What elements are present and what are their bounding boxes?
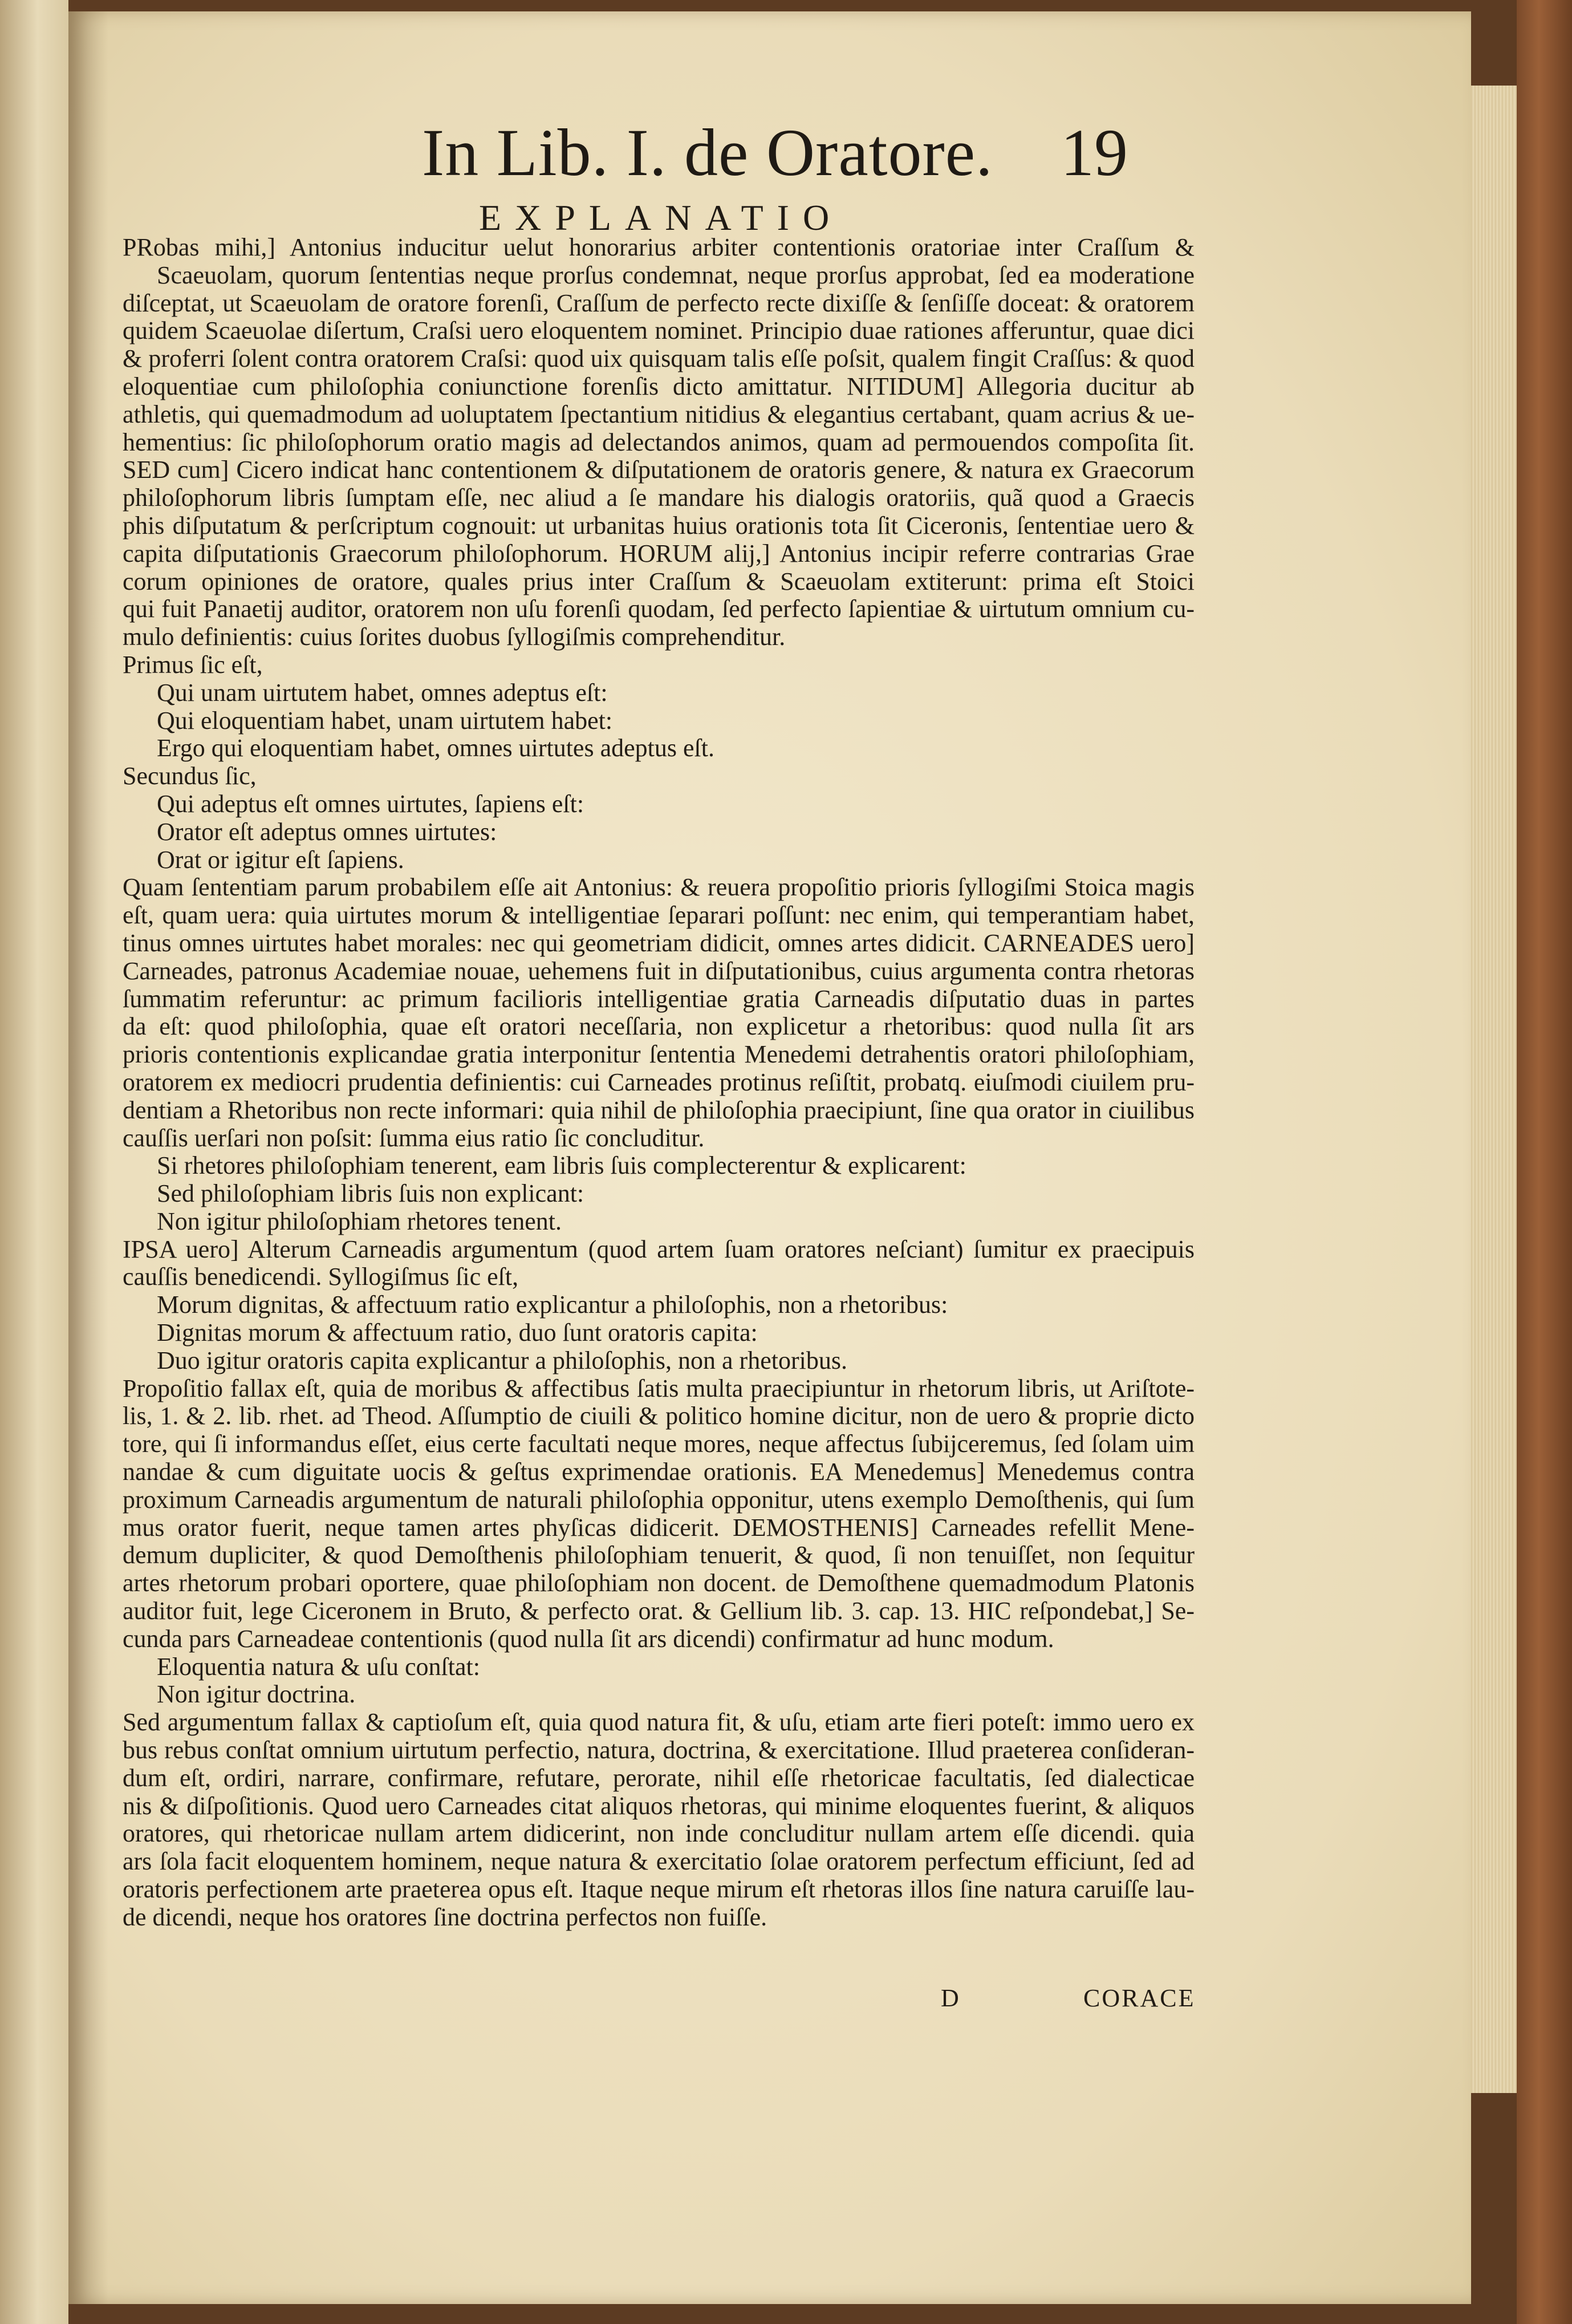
text-line: oratoris perfectionem arte praeterea opus eſt. Itaque neque mirum eſt rhetoras illos ſine natura caruiſſe lau- [123,1876,1195,1904]
previous-page-edge [0,0,68,2324]
text-line: Eloquentia natura & uſu conſtat: [157,1653,480,1681]
running-head: In Lib. I. de Oratore. [422,115,993,190]
text-line: Carneades, patronus Academiae nouae, uehemens fuit in diſputationibus, cuius argumenta contra rhetoras [123,957,1195,985]
text-line: qui fuit Panaetij auditor, oratorem non uſu forenſi quodam, ſed perfecto ſapientiae & uirtutum omnium cu- [123,595,1195,623]
text-line: phis diſputatum & perſcriptum cognouit: ut urbanitas huius orationis tota ſit Ciceronis, ſententiae uero & [123,512,1195,540]
text-line: mus orator fuerit, neque tamen artes phyſicas didicerit. DEMOSTHENIS] Carneades refellit Mene- [123,1514,1195,1542]
text-line: prioris contentionis explicandae gratia interponitur ſententia Menedemi detrahentis oratori philoſophiam, [123,1041,1195,1069]
text-line: IPSA uero] Alterum Carneadis argumentum (quod artem ſuam oratores neſciant) ſumitur ex praecipuis [123,1235,1195,1263]
text-line: demum dupliciter, & quod Demoſthenis philoſophiam tenuerit, & quod, ſi non tenuiſſet, non ſequitur [123,1542,1195,1569]
text-line: Qui eloquentiam habet, unam uirtutem habet: [157,707,613,735]
text-line: eloquentiae cum philoſophia coniunctione forenſis dicto amittatur. NITIDUM] Allegoria ducitur ab [123,372,1195,400]
text-line: corum opiniones de oratore, quales prius inter Craſſum & Scaeuolam extiterunt: prima eſt Stoici [123,567,1195,595]
text-line: auditor fuit, lege Ciceronem in Bruto, & perfecto orat. & Gellium lib. 3. cap. 13. HIC reſpondebat,] Se- [123,1597,1195,1625]
text-line: bus rebus conſtat omnium uirtutum perfectio, natura, doctrina, & exercitatione. Illud praeterea conſideran- [123,1737,1195,1765]
text-line: Non igitur doctrina. [157,1681,356,1709]
text-line: diſceptat, ut Scaeuolam de oratore forenſi, Craſſum de perfecto recte dixiſſe & ſenſiſſe doceat: & oratorem [123,289,1195,317]
text-line: Dignitas morum & affectuum ratio, duo ſunt oratoris capita: [157,1319,758,1347]
text-line: oratores, qui rhetoricae nullam artem didicerint, non inde concluditur nullam artem eſſe dicendi. quia [123,1820,1195,1848]
text-line: Duo igitur oratoris capita explicantur a philoſophis, non a rhetoribus. [157,1346,847,1374]
text-line: philoſophorum libris ſumptam eſſe, nec aliud a ſe mandare his dialogis oratoriis, quã quod a Graecis [123,484,1195,512]
page-number: 19 [1061,115,1128,190]
text-line: da eſt: quod philoſophia, quae eſt oratori neceſſaria, non explicetur a rhetoribus: quod nulla ſit ars [123,1013,1195,1041]
catchword: CORACE [1083,1984,1196,2012]
commentary-text [123,234,1195,1932]
text-line: Non igitur philoſophiam rhetores tenent. [157,1207,562,1235]
text-line: cauſſis uerſari non poſsit: ſumma eius ratio ſic concluditur. [123,1124,705,1152]
text-line: Orat or igitur eſt ſapiens. [157,846,404,874]
text-line: cunda pars Carneadeae contentionis (quod nulla ſit ars dicendi) confirmatur ad hunc modum. [123,1625,1054,1653]
text-line: Morum dignitas, & affectuum ratio explicantur a philoſophis, non a rhetoribus: [157,1291,948,1319]
text-line: ſummatim referuntur: ac primum facilioris intelligentiae gratia Carneadis diſputatio duas in partes [123,985,1195,1013]
text-line: eſt, quam uera: quia uirtutes morum & intelligentiae ſeparari poſſunt: nec enim, qui temperantiam habet, [123,902,1195,930]
text-line: ars ſola facit eloquentem hominem, neque natura & exercitatio ſolae oratorem perfectum efficiunt, ſed ad [123,1848,1195,1876]
text-line: Sed philoſophiam libris ſuis non explicant: [157,1180,584,1208]
text-line: de dicendi, neque hos oratores ſine doctrina perfectos non fuiſſe. [123,1903,767,1931]
text-line: quidem Scaeuolae diſertum, Craſsi uero eloquentem nominet. Principio duae rationes afferuntur, quae dici [123,317,1195,345]
text-line: Sed argumentum fallax & captioſum eſt, quia quod natura fit, & uſu, etiam arte fieri poteſt: immo uero ex [123,1709,1195,1737]
text-line: nis & diſpoſitionis. Quod uero Carneades citat aliquos rhetoras, qui minime eloquentes fuerint, & aliquos [123,1792,1195,1820]
text-line: Ergo qui eloquentiam habet, omnes uirtutes adeptus eſt. [157,735,714,763]
book-binding [1517,0,1572,2324]
signature-mark: D [941,1984,959,2012]
text-line: oratorem ex mediocri prudentia definientis: cui Carneades protinus reſiſtit, probatq. eiuſmodi ciuilem pru- [123,1068,1195,1096]
text-line: Primus ſic eſt, [123,651,263,679]
text-line: proximum Carneadis argumentum de naturali philoſophia opponitur, utens exemplo Demoſthenis, qui ſum [123,1486,1195,1514]
text-line: Propoſitio fallax eſt, quia de moribus & affectibus ſatis multa praecipiuntur in rhetorum libris, ut Ariſtote- [123,1374,1195,1402]
text-line: hementius: ſic philoſophorum oratio magis ad delectandos animos, quam ad permouendos compoſita ſit. [123,428,1195,456]
text-line: cauſſis benedicendi. Syllogiſmus ſic eſt, [123,1263,519,1291]
text-line: tinus omnes uirtutes habet morales: nec qui geometriam didicit, omnes artes didicit. CARNEADES uero] [123,929,1195,957]
text-line: Si rhetores philoſophiam tenerent, eam libris ſuis complecterentur & explicarent: [157,1152,966,1180]
text-line: mulo definientis: cuius ſorites duobus ſyllogiſmis comprehenditur. [123,623,786,651]
text-line: Qui adeptus eſt omnes uirtutes, ſapiens eſt: [157,790,584,818]
text-line: artes rhetorum probari oportere, quae philoſophiam non docent. de Demoſthene quemadmodum Platonis [123,1569,1195,1597]
text-line: Orator eſt adeptus omnes uirtutes: [157,818,497,846]
gutter-shadow [68,11,108,2304]
text-line: Qui unam uirtutem habet, omnes adeptus eſt: [157,679,608,707]
text-line: & proferri ſolent contra oratorem Craſsi: quod uix quisquam talis eſſe poſsit, qualem fingit Craſſus: & quod [123,345,1195,373]
text-line: athletis, qui quemadmodum ad uoluptatem ſpectantium nitidius & elegantius certabant, quam acrius & ue- [123,400,1195,428]
section-title: EXPLANATIO [479,197,843,238]
text-line: Secundus ſic, [123,763,257,790]
text-line: Scaeuolam, quorum ſententias neque prorſus condemnat, neque prorſus approbat, ſed ea moderatione [157,261,1195,289]
text-line: SED cum] Cicero indicat hanc contentionem & diſputationem de oratoris genere, & natura ex Graecorum [123,456,1195,484]
text-line: dentiam a Rhetoribus non recte informari: quia nihil de philoſophia praecipiunt, ſine qua orator in ciuilibus [123,1096,1195,1124]
text-line: tore, qui ſi informandus eſſet, eius certe facultati neque mores, neque affectus ſubijceremus, ſed ſolam uim [123,1430,1195,1458]
text-line: lis, 1. & 2. lib. rhet. ad Theod. Aſſumptio de ciuili & politico homine dicitur, non de uero & proprie dicto [123,1402,1195,1430]
text-line: nandae & cum diguitate uocis & geſtus exprimendae orationis. EA Menedemus] Menedemus contra [123,1458,1195,1486]
text-line: PRobas mihi,] Antonius inducitur uelut honorarius arbiter contentionis oratoriae inter Craſſum & [123,234,1195,261]
text-line: dum eſt, ordiri, narrare, confirmare, refutare, perorate, nihil eſſe rhetoricae facultatis, ſed dialecticae [123,1764,1195,1792]
text-line: Quam ſententiam parum probabilem eſſe ait Antonius: & reuera propoſitio prioris ſyllogiſmi Stoica magis [123,874,1195,902]
text-line: capita diſputationis Graecorum philoſophorum. HORUM alij,] Antonius incipir referre contrarias Grae [123,540,1195,567]
